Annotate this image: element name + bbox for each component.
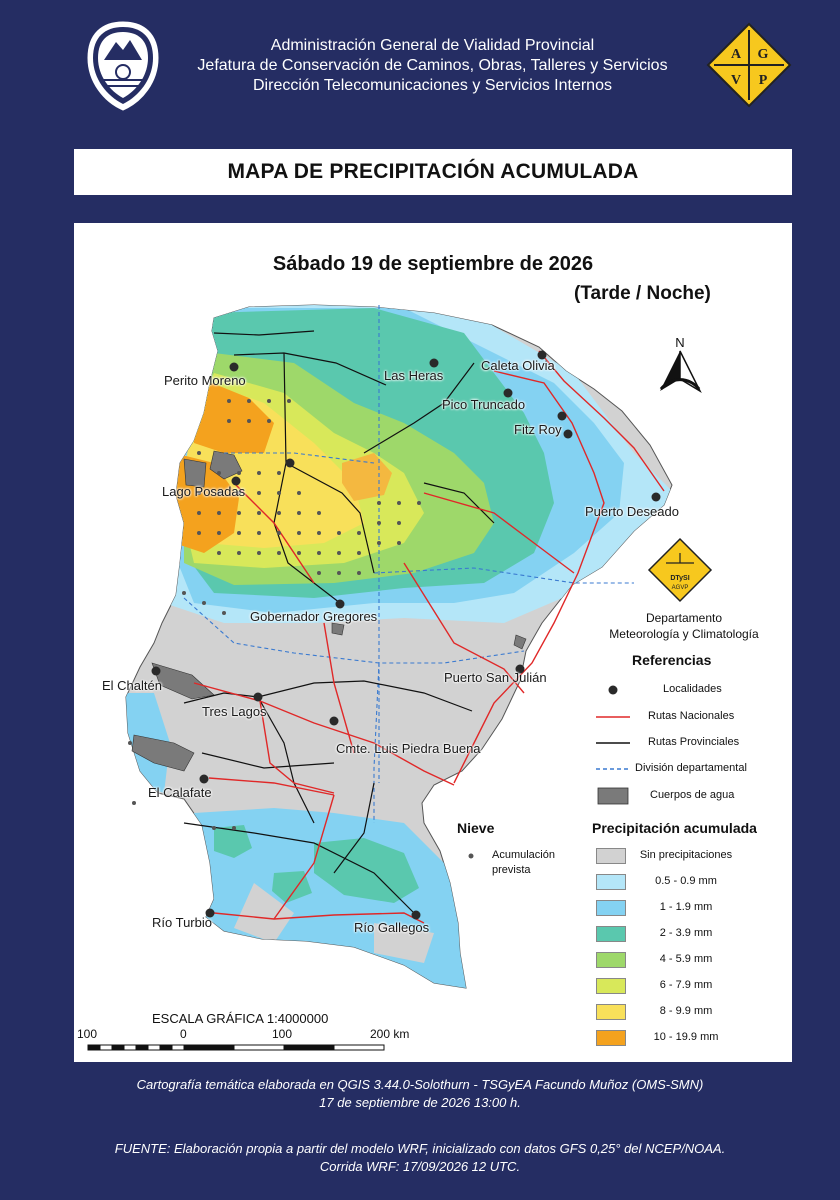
agvp-logo — [706, 22, 792, 108]
precip-label: 6 - 7.9 mm — [659, 979, 713, 991]
city-label-lago-posadas: Lago Posadas — [162, 484, 246, 499]
map-panel — [74, 223, 792, 1062]
reference-label-rutas-provinciales: Rutas Provinciales — [648, 736, 740, 748]
department-name-line-1: Departamento — [645, 611, 723, 625]
city-label-rio-gallegos: Río Gallegos — [354, 920, 430, 935]
dept-logo-text-2: AGVP — [671, 585, 689, 591]
city-label-gobernador-gregores: Gobernador Gregores — [250, 609, 378, 624]
page-title: MAPA DE PRECIPITACIÓN ACUMULADA — [227, 160, 639, 183]
precip-swatch — [596, 848, 626, 864]
precip-swatch — [596, 926, 626, 942]
scale-label-200: 200 km — [370, 1027, 410, 1041]
snow-title: Nieve — [457, 820, 495, 836]
reference-label-localidades: Localidades — [663, 683, 722, 695]
reference-label-division-departamental: División departamental — [635, 762, 747, 774]
city-label-caleta-olivia: Caleta Olivia — [481, 358, 555, 373]
precip-label: 10 - 19.9 mm — [653, 1031, 719, 1043]
footer-source — [0, 1140, 840, 1176]
snow-label — [492, 848, 572, 878]
city-label-las-heras: Las Heras — [384, 368, 444, 383]
city-label-cmte-luis-piedra-buena: Cmte. Luis Piedra Buena — [336, 741, 481, 756]
precip-label: 8 - 9.9 mm — [659, 1005, 713, 1017]
header-text — [160, 36, 705, 96]
city-label-perito-moreno: Perito Moreno — [164, 373, 246, 388]
map-date-title: Sábado 19 de septiembre de 2026 — [272, 253, 594, 275]
header-line-3: Dirección Telecomunicaciones y Servicios Internos — [253, 77, 612, 94]
city-label-tres-lagos: Tres Lagos — [202, 704, 267, 719]
city-label-puerto-san-julian: Puerto San Julián — [444, 670, 547, 685]
precip-label: 0.5 - 0.9 mm — [655, 875, 717, 887]
agvp-letter-p: P — [758, 73, 768, 88]
city-label-rio-turbio: Río Turbio — [152, 915, 212, 930]
city-label-el-chalten: El Chaltén — [102, 678, 162, 693]
precip-label: 2 - 3.9 mm — [659, 927, 713, 939]
agvp-letter-v: V — [730, 73, 742, 88]
department-logo — [649, 539, 711, 601]
snow-label-line-1: Acumulación — [492, 849, 555, 861]
header-line-1: Administración General de Vialidad Provincial — [270, 37, 595, 54]
precip-label: 1 - 1.9 mm — [659, 901, 713, 913]
city-label-pico-truncado: Pico Truncado — [442, 397, 526, 412]
scale-title: ESCALA GRÁFICA 1:4000000 — [152, 1011, 329, 1026]
department-name-line-2: Meteorología y Climatología — [609, 627, 759, 641]
reference-label-rutas-nacionales: Rutas Nacionales — [648, 710, 735, 722]
precip-swatch — [596, 978, 626, 994]
city-label-puerto-deseado: Puerto Deseado — [585, 504, 679, 519]
footer-credit-line-2: 17 de septiembre de 2026 13:00 h. — [319, 1095, 521, 1110]
dept-logo-text-1: DTySI — [670, 575, 690, 582]
references-title: Referencias — [632, 652, 712, 668]
scale-bar — [88, 1045, 384, 1050]
precip-label: Sin precipitaciones — [639, 849, 733, 861]
north-arrow-icon — [660, 351, 700, 391]
header-line-2: Jefatura de Conservación de Caminos, Obras, Talleres y Servicios — [197, 57, 668, 74]
precip-swatch — [596, 1004, 626, 1020]
reference-label-cuerpos-de-agua: Cuerpos de agua — [650, 789, 735, 801]
title-box — [74, 149, 792, 195]
footer-source-line-2: Corrida WRF: 17/09/2026 12 UTC. — [319, 1159, 521, 1174]
precip-swatch — [596, 952, 626, 968]
footer-source-line-1: FUENTE: Elaboración propia a partir del modelo WRF, inicializado con datos GFS 0,25° del NCEP/NOAA. — [114, 1141, 726, 1156]
map-period: (Tarde / Noche) — [574, 283, 711, 304]
precip-swatch — [596, 1030, 626, 1046]
footer-credit-line-1: Cartografía temática elaborada en QGIS 3.44.0-Solothurn - TSGyEA Facundo Muñoz (OMS-SMN) — [136, 1077, 704, 1092]
precip-label: 4 - 5.9 mm — [659, 953, 713, 965]
scale-label-0: 0 — [180, 1027, 187, 1041]
footer-credit — [0, 1076, 840, 1112]
agvp-letter-a: A — [730, 47, 742, 62]
scale-label-100: 100 — [272, 1027, 293, 1041]
header — [0, 0, 840, 140]
precip-swatch — [596, 874, 626, 890]
precip-swatch — [596, 900, 626, 916]
department-name — [594, 610, 774, 642]
scale-label-100-left: 100 — [77, 1027, 98, 1041]
province-seal-logo — [86, 20, 160, 112]
city-label-fitz-roy: Fitz Roy — [514, 422, 562, 437]
north-label: N — [675, 335, 685, 350]
precip-legend-title: Precipitación acumulada — [592, 820, 757, 836]
city-label-el-calafate: El Calafate — [148, 785, 212, 800]
agvp-letter-g: G — [757, 47, 769, 62]
snow-label-line-2: prevista — [492, 864, 531, 876]
